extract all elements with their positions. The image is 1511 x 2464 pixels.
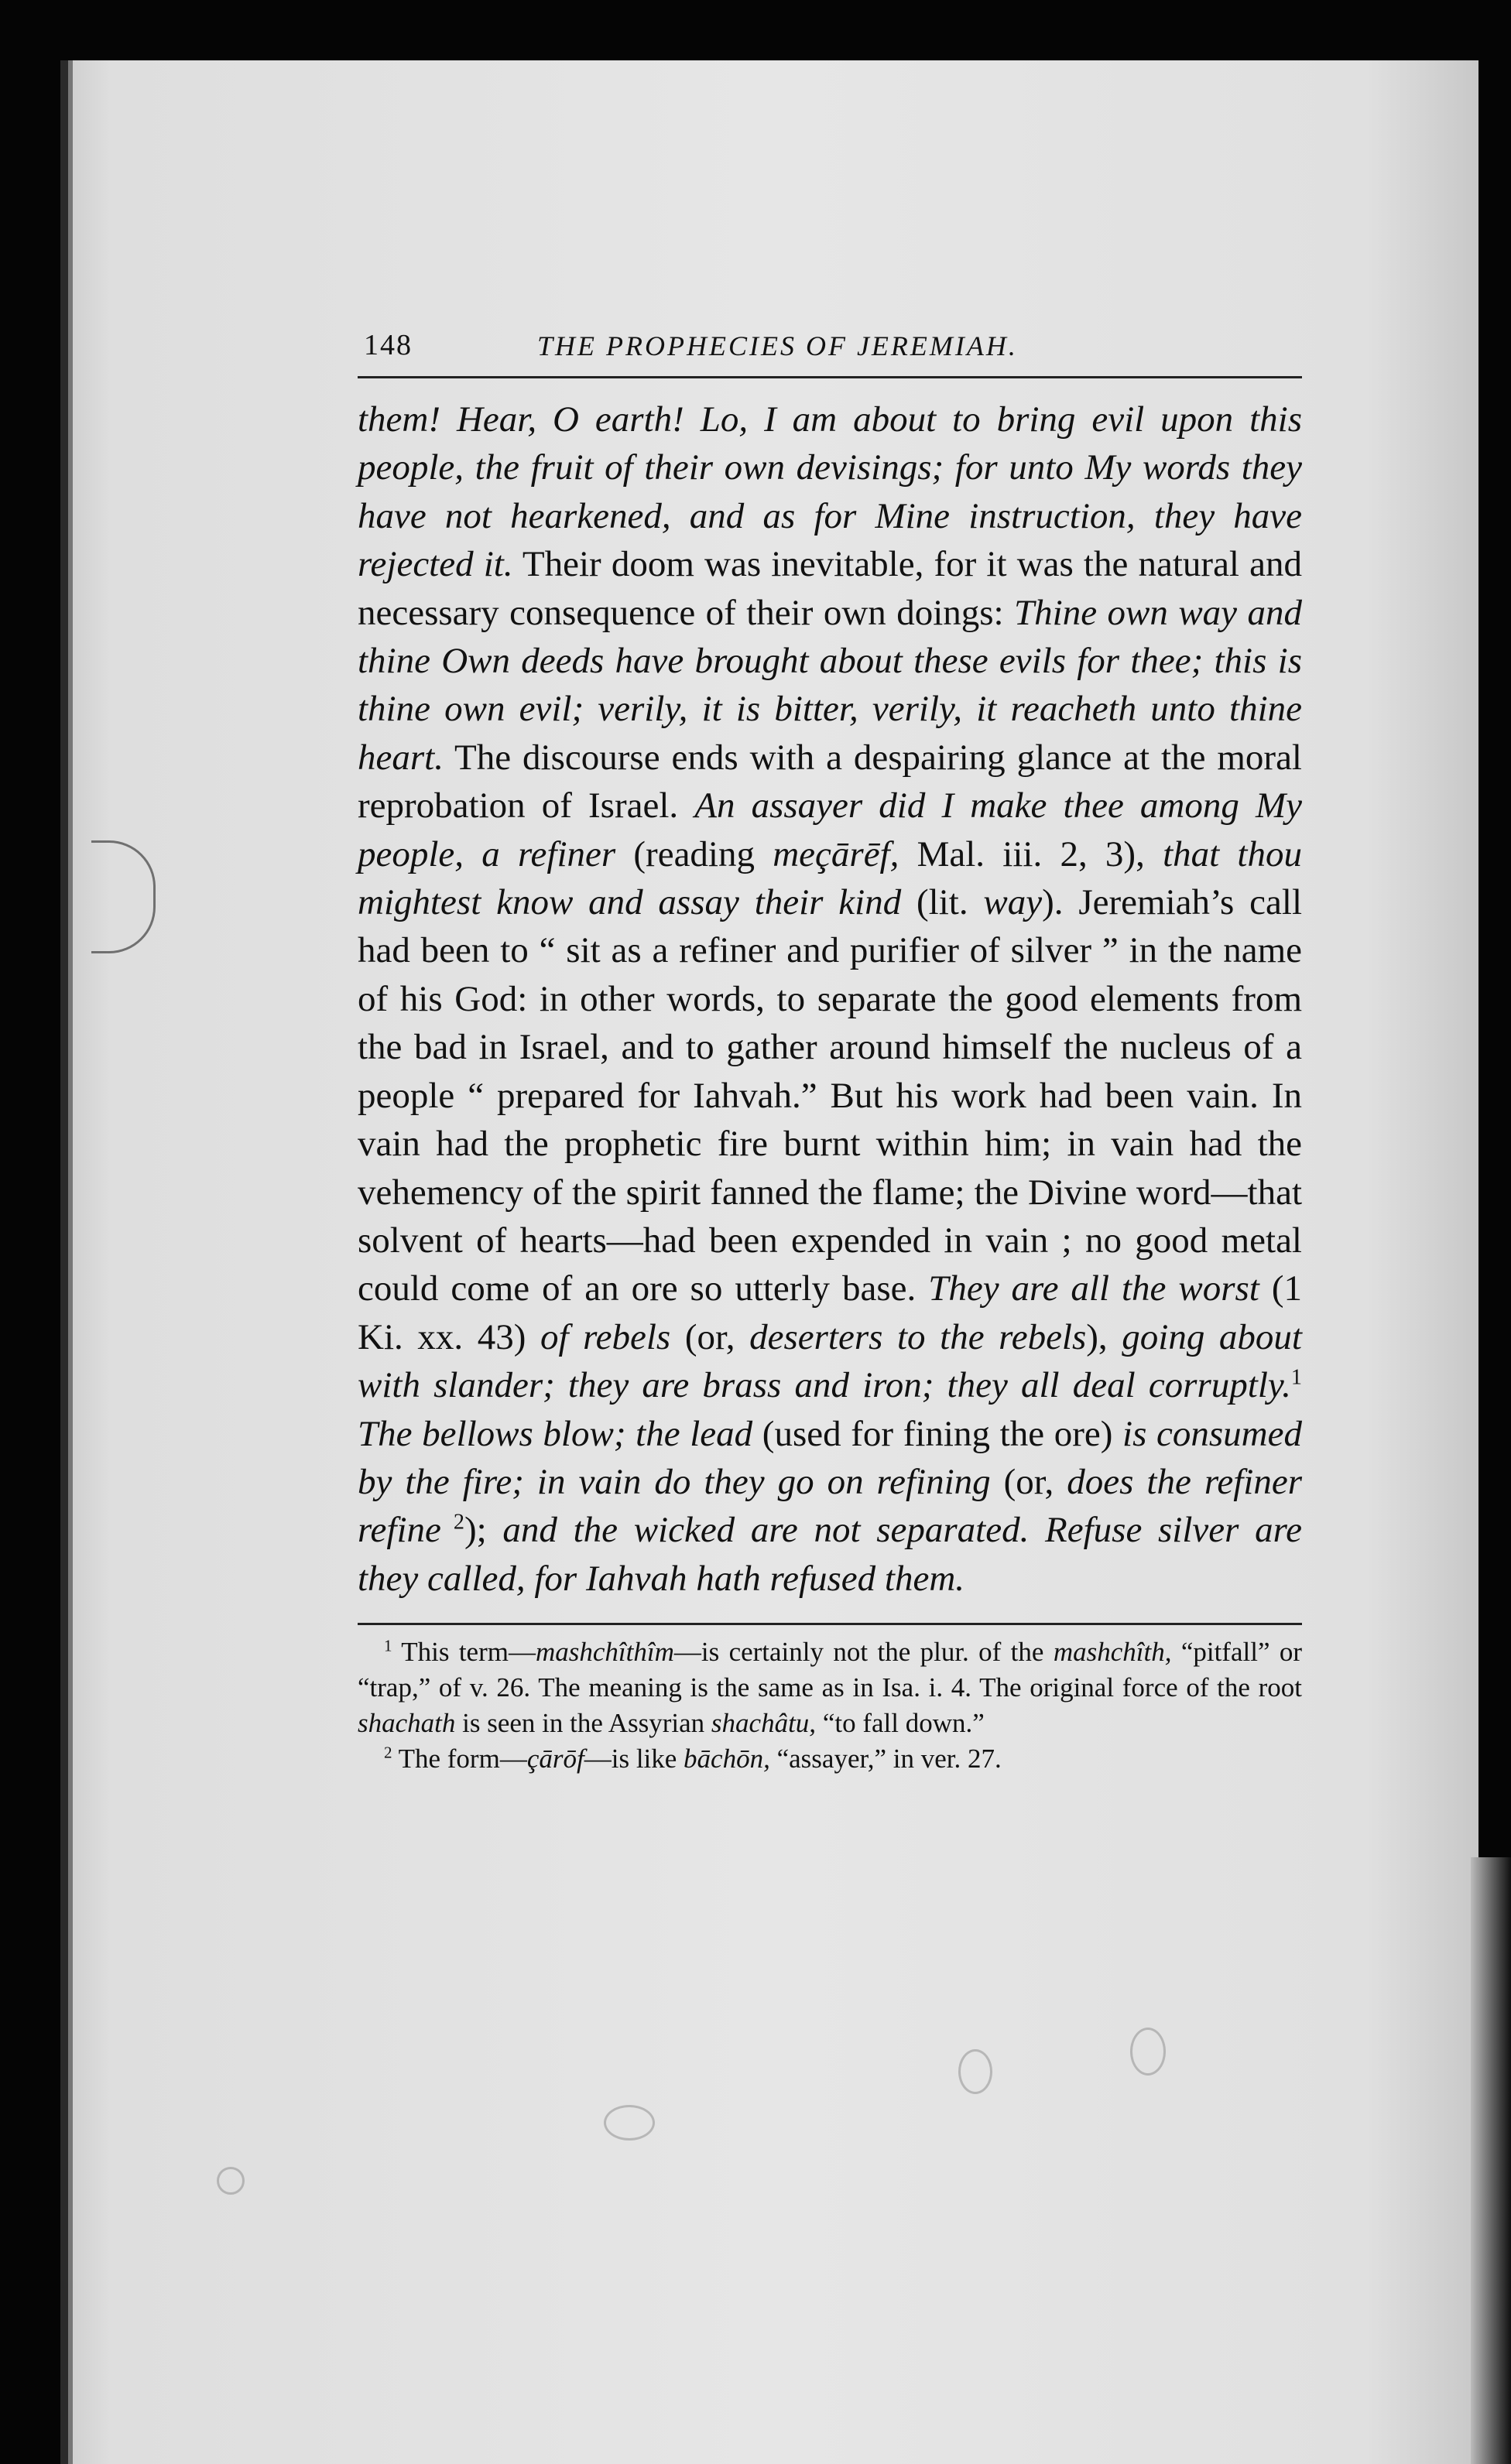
paper-blemish	[604, 2105, 655, 2141]
text-run: Their doom was inevitable, for it was the natural and necessary consequence of their own doings:	[358, 544, 1302, 633]
text-run: This term—	[392, 1637, 536, 1668]
text-run: The form—	[392, 1744, 527, 1774]
text-run: “pitfall” or “trap,” of v. 26. The meaning is the same as in Isa. i. 4. The original force of the root	[358, 1637, 1303, 1703]
footnote-marker: 2	[384, 1743, 392, 1762]
italic-text-run: of rebels	[540, 1316, 671, 1357]
italic-text-run: them!	[358, 399, 457, 440]
italic-text-run: does the refiner refine	[358, 1461, 1303, 1551]
paper-blemish	[958, 2049, 992, 2094]
text-run: —is like	[584, 1744, 684, 1774]
paper-blemish	[1130, 2028, 1166, 2076]
page-edge-shadow	[1471, 1857, 1511, 2464]
italic-text-run: Hear, O earth!	[456, 399, 701, 440]
text-run: “to fall down.”	[816, 1708, 985, 1739]
page-number: 148	[364, 329, 413, 361]
italic-text-run: meçārēf,	[773, 833, 899, 874]
italic-text-run: way	[983, 882, 1043, 923]
text-run: );	[464, 1510, 503, 1551]
footnote	[358, 1634, 1302, 1741]
footnotes	[358, 1634, 1302, 1777]
text-run: Mal. iii. 2, 3),	[899, 833, 1163, 874]
italic-text-run: and the wicked are not separated. Refuse silver are they called, for Iahvah hath refused them.	[358, 1510, 1303, 1599]
page-gutter	[68, 60, 73, 2464]
italic-text-run: An assayer did I make thee among My people, a refiner	[358, 785, 1302, 874]
header-rule	[358, 376, 1302, 378]
italic-text-run: bāchōn,	[684, 1744, 770, 1774]
footnote-marker: 1	[1290, 1365, 1302, 1390]
italic-text-run: çārōf	[526, 1744, 584, 1774]
text-run: (1 Ki. xx. 43)	[358, 1268, 1302, 1357]
italic-text-run: Lo, I am about to bring evil upon this people, the fruit of their own devisings; for unto My words they have not hearkened, and as for Mine instruction, they have rejected it.	[358, 399, 1303, 585]
italic-text-run: deserters to the rebels	[749, 1316, 1087, 1357]
page-content	[358, 325, 1302, 1777]
italic-text-run: They are all the worst	[928, 1268, 1259, 1309]
italic-text-run: Thine own way and thine Own deeds have brought about these evils for thee; this is thine own evil; verily, it is bitter, verily, it reacheth unto thine heart.	[358, 592, 1302, 778]
italic-text-run: going about with slander; they are brass and iron; they all deal corruptly.	[358, 1316, 1302, 1406]
text-run: (or,	[670, 1316, 750, 1357]
text-run: “assayer,” in ver. 27.	[769, 1744, 1002, 1774]
text-run: (reading	[615, 833, 773, 874]
text-run: —is certainly not the plur. of the	[673, 1637, 1054, 1668]
italic-text-run: mashchîth,	[1053, 1637, 1172, 1668]
italic-text-run: shachâtu,	[711, 1708, 817, 1739]
footnote-rule	[358, 1623, 1302, 1625]
body-paragraph	[358, 395, 1302, 1603]
text-run: (used for fining the ore)	[752, 1413, 1123, 1454]
footnote-marker: 2	[440, 1510, 464, 1535]
text-run: ). Jeremiah’s call had been to “ sit as a refiner and purifier of silver ” in the name of his God: in other words, to separate the good elements from the bad in Israel, and to gather around himself the nucleus of a people “ prepared for Iahvah.” But his work had been vain. In vain had the prophetic fire burnt within him; in vain had the vehemency of the spirit fanned the flame; the Divine word—that solvent of hearts—had been expended in vain ; no good metal could come of an ore so utterly base.	[358, 882, 1303, 1309]
text-run: ),	[1086, 1316, 1122, 1357]
text-run: (lit.	[901, 882, 984, 923]
italic-text-run: is consumed by the fire; in vain do they go on refining	[358, 1413, 1302, 1502]
text-run: (or,	[990, 1461, 1067, 1502]
footnote-marker: 1	[384, 1636, 392, 1655]
running-head	[358, 325, 1302, 376]
italic-text-run: shachath	[358, 1708, 456, 1739]
footnote	[358, 1741, 1302, 1777]
italic-text-run: that thou mightest know and assay their kind	[358, 833, 1302, 923]
text-run: is seen in the Assyrian	[455, 1708, 711, 1739]
running-title: THE PROPHECIES OF JEREMIAH.	[537, 330, 1018, 361]
italic-text-run: The bellows blow; the lead	[358, 1413, 753, 1454]
italic-text-run: mashchîthîm	[535, 1637, 674, 1668]
paper-blemish	[217, 2167, 245, 2195]
text-run: The discourse ends with a despairing glance at the moral reprobation of Israel.	[358, 737, 1302, 826]
